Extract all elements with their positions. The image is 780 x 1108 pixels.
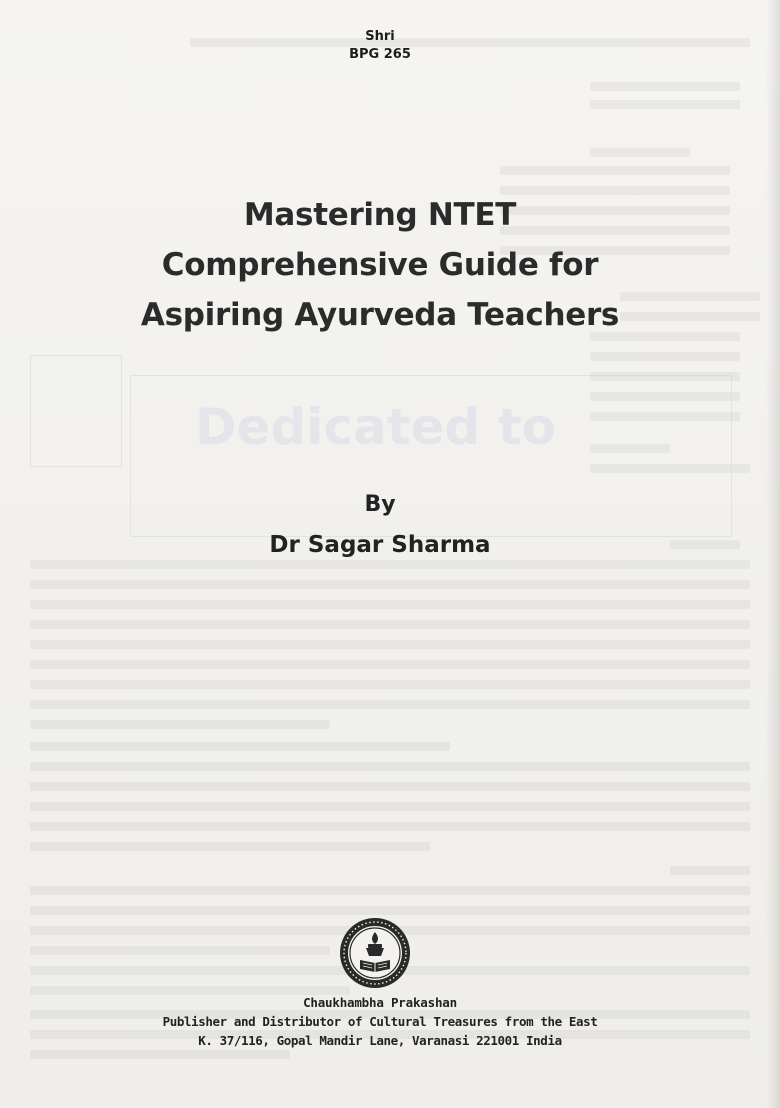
publisher-logo-icon — [338, 916, 412, 990]
title-line-2: Comprehensive Guide for — [161, 247, 599, 283]
by-label: By — [364, 492, 396, 517]
series-header — [0, 28, 760, 64]
bleed-through-texture: Dedicated to — [30, 20, 760, 1080]
title-line-1: Mastering NTET — [243, 197, 517, 233]
book-title — [0, 190, 760, 340]
publisher-block — [0, 993, 760, 1050]
page-edge-shadow — [766, 0, 780, 1108]
title-line-3: Aspiring Ayurveda Teachers — [140, 297, 620, 333]
series-code: BPG 265 — [349, 47, 411, 62]
author-name: Dr Sagar Sharma — [269, 532, 491, 558]
shri-label: Shri — [365, 29, 395, 44]
publisher-tagline: Publisher and Distributor of Cultural Treasures from the East — [162, 1014, 598, 1029]
publisher-name: Chaukhambha Prakashan — [303, 995, 457, 1010]
publisher-address: K. 37/116, Gopal Mandir Lane, Varanasi 221001 India — [198, 1033, 562, 1048]
